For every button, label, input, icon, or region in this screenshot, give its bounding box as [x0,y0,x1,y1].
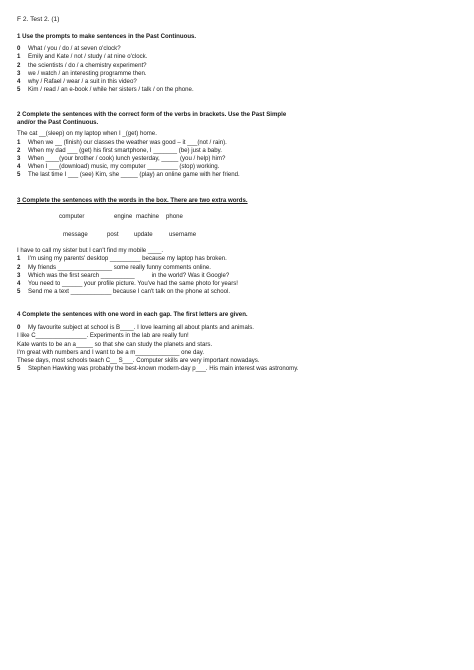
word-box-item: update [134,231,153,239]
exercise-item: 0 What / you / do / at seven o'clock? [17,45,121,53]
section-3 [17,197,457,296]
exercise-item: 1 Emily and Kate / not / study / at nine o'clock. [17,53,148,61]
exercise-item: 3 Which was the first search __________ in the world? Was it Google? [17,271,230,279]
word-box-item: message [63,231,88,239]
example-sentence: I have to call my sister but I can't find my mobile ____. [17,247,164,255]
exercise-item: 1 I'm using my parents' desktop _________ because my laptop has broken. [17,255,227,263]
section-3-heading: 3 Complete the sentences with the words in the box. There are two extra words. [17,197,248,204]
exercise-item: 5 The last time I ___ (see) Kim, she _____ (play) an online game with her friend. [17,171,240,179]
word-box-item: machine [136,213,160,221]
exercise-item: 4 You need to ______ your profile picture. You've had the same photo for years! [17,280,238,288]
exercise-item: 0 My favourite subject at school is B____. I love learning all about plants and animals. [17,324,254,332]
exercise-item: 1 When we __ (finish) our classes the weather was good – it ___(not / rain). [17,138,227,146]
section-2-heading: 2 Complete the sentences with the correct form of the verbs in brackets. Use the Past Simple and/or the Past Continuous. [17,111,287,127]
section-4 [17,311,457,373]
exercise-item: 2 When my dad ___ (get) his first smartphone, I _______ (be) just a baby. [17,146,222,154]
exercise-item: 5 Send me a text ____________ because I can't talk on the phone at school. [17,288,231,296]
example-sentence: The cat __(sleep) on my laptop when I _(get) home. [17,130,157,138]
word-box-item: username [169,231,197,239]
exercise-line: Kate wants to be an a_____ so that she can study the planets and stars. [17,340,213,348]
page-title: F 2. Test 2. (1) [17,16,60,23]
section-4-heading: 4 Complete the sentences with one word in each gap. The first letters are given. [17,311,248,318]
exercise-line: I'm great with numbers and I want to be a m_____________ one day. [17,348,205,356]
section-2 [17,111,457,180]
word-box-item: post [107,231,119,239]
section-1 [17,33,457,94]
exercise-item: 2 the scientists / do / a chemistry experiment? [17,61,147,69]
exercise-item: 2 My friends ________________ some really funny comments online. [17,263,211,271]
exercise-item: 5 Kim / read / an e-book / while her sisters / talk / on the phone. [17,86,194,94]
exercise-item: 3 When ____(your brother / cook) lunch yesterday, _____ (you / help) him? [17,155,226,163]
exercise-item: 4 why / Rafael / wear / a suit in this video? [17,78,137,86]
word-box-item: computer [59,213,85,221]
exercise-line: I like C_______________. Experiments in the lab are really fun! [17,332,189,340]
exercise-line: These days, most schools teach C__ S___. Computer skills are very important nowadays. [17,357,260,365]
exercise-item: 3 we / watch / an interesting programme then. [17,69,147,77]
word-box-item: phone [166,213,183,221]
word-box-item: engine [114,213,133,221]
section-1-heading: 1 Use the prompts to make sentences in the Past Continuous. [17,33,197,40]
exercise-item: 5 Stephen Hawking was probably the best-known modern-day p___. His main interest was astronomy. [17,365,299,373]
word-box [21,211,457,241]
exercise-item: 4 When I ___(download) music, my computer _________ (stop) working. [17,163,220,171]
